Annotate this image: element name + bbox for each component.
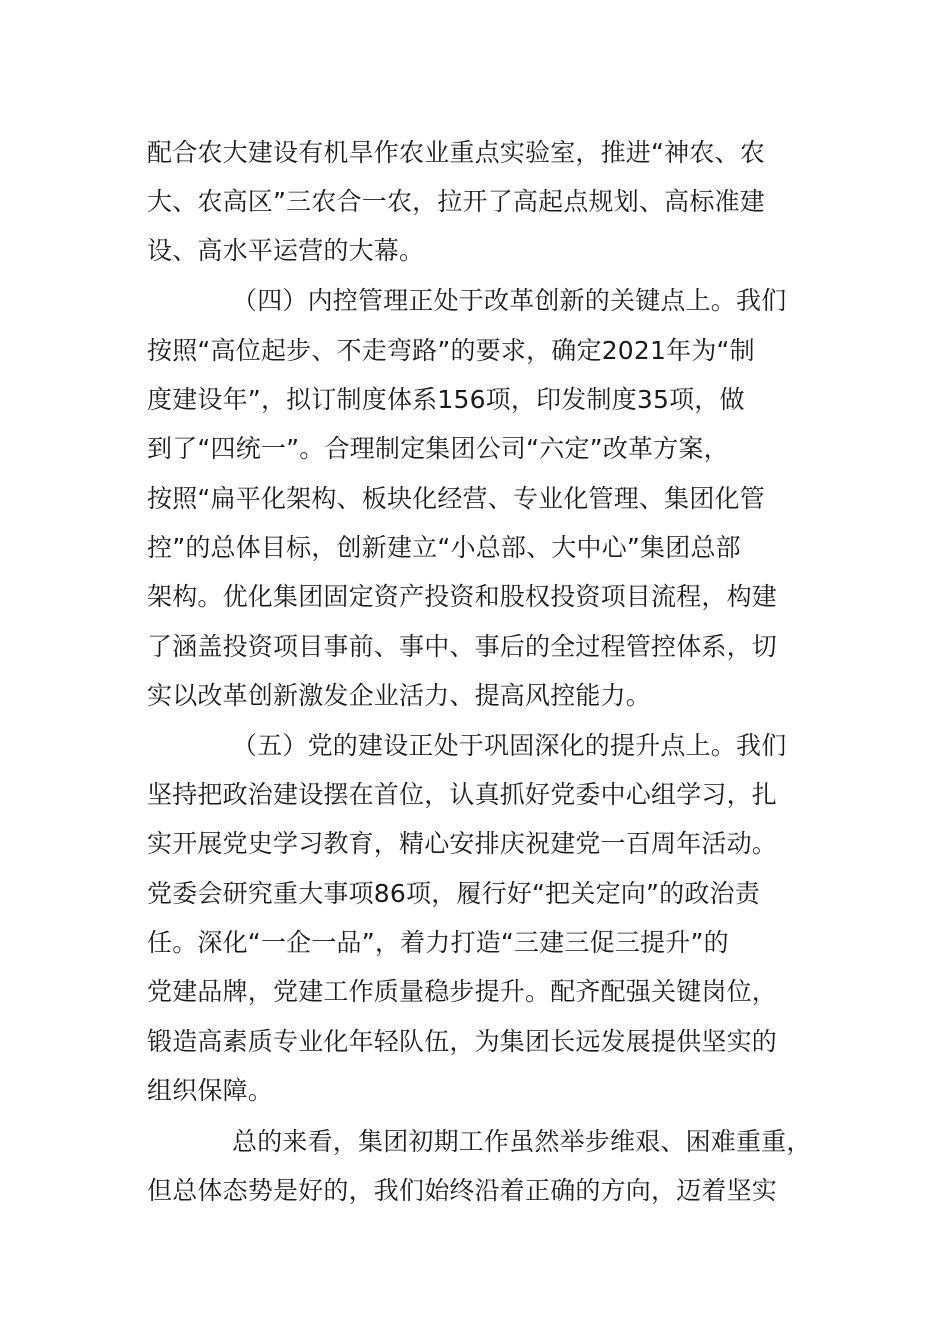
text-line: 按照“扁平化架构、板块化经营、专业化管理、集团化管	[147, 484, 765, 513]
text-line: 但总体态势是好的，我们始终沿着正确的方向，迈着坚实	[147, 1176, 778, 1205]
text-line: 度建设年”，拟订制度体系156项，印发制度35项，做	[147, 385, 745, 414]
text-line: 坚持把政治建设摆在首位，认真抓好党委中心组学习，扎	[147, 780, 778, 809]
text-line: 设、高水平运营的大幕。	[147, 236, 425, 265]
text-line: 组织保障。	[147, 1076, 274, 1105]
text-line: 控”的总体目标，创新建立“小总部、大中心”集团总部	[147, 533, 741, 562]
text-line: 大、农高区”三农合一农，拉开了高起点规划、高标准建	[147, 187, 765, 216]
text-line: 实以改革创新激发企业活力、提高风控能力。	[147, 681, 652, 710]
text-line: 按照“高位起步、不走弯路”的要求，确定2021年为“制	[147, 336, 755, 365]
text-line: 到了“四统一”。合理制定集团公司“六定”改革方案，	[147, 434, 729, 463]
text-line: 架构。优化集团固定资产投资和股权投资项目流程，构建	[147, 582, 778, 611]
text-line: 配合农大建设有机旱作农业重点实验室，推进“神农、农	[147, 138, 765, 167]
section-heading-four: （四）内控管理正处于改革创新的关键点上。我们	[232, 286, 787, 315]
text-line: 锻造高素质专业化年轻队伍，为集团长远发展提供坚实的	[147, 1027, 778, 1056]
summary-paragraph-start: 总的来看，集团初期工作虽然举步维艰、困难重重，	[232, 1127, 812, 1156]
text-line: 党建品牌，党建工作质量稳步提升。配齐配强关键岗位，	[147, 977, 778, 1006]
section-heading-five: （五）党的建设正处于巩固深化的提升点上。我们	[232, 731, 787, 760]
text-line: 实开展党史学习教育，精心安排庆祝建党一百周年活动。	[147, 829, 778, 858]
text-line: 任。深化“一企一品”，着力打造“三建三促三提升”的	[147, 928, 729, 957]
text-line: 党委会研究重大事项86项，履行好“把关定向”的政治责	[147, 879, 760, 908]
text-line: 了涵盖投资项目事前、事中、事后的全过程管控体系，切	[147, 632, 778, 661]
